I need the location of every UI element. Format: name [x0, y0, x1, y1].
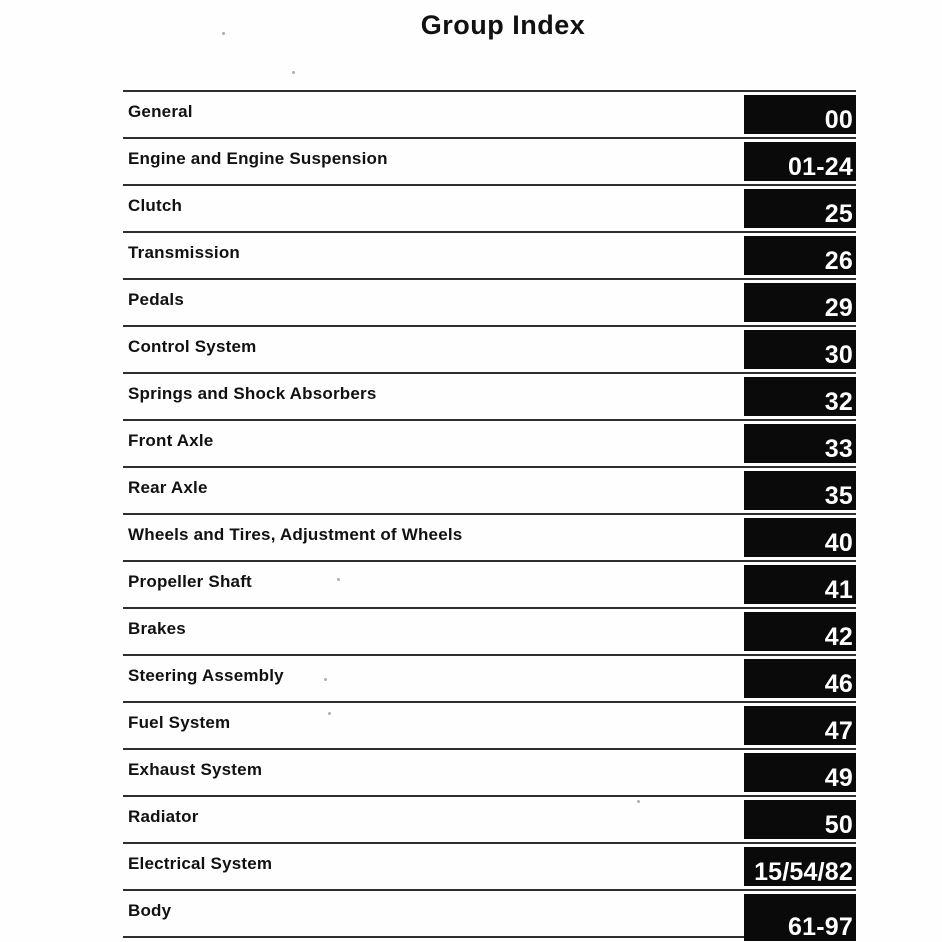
group-label: Front Axle: [128, 431, 214, 450]
group-code: 15/54/82: [754, 858, 853, 886]
index-row: [123, 325, 856, 372]
index-row: [123, 701, 856, 748]
group-code: 32: [824, 388, 853, 416]
group-code-box: [744, 518, 856, 557]
group-code-box: [744, 753, 856, 792]
index-row: [123, 137, 856, 184]
group-code: 33: [824, 435, 853, 463]
index-row: [123, 889, 856, 941]
group-label: Control System: [128, 337, 257, 356]
index-row: [123, 90, 856, 137]
group-code-box: [744, 659, 856, 698]
group-code-box: [744, 236, 856, 275]
index-row: [123, 372, 856, 419]
group-label: Body: [128, 901, 172, 920]
group-label: Steering Assembly: [128, 666, 284, 685]
scan-speck: [292, 71, 295, 74]
index-row: [123, 466, 856, 513]
group-code-box: [744, 706, 856, 745]
scan-speck: [337, 578, 340, 581]
group-code-box: [744, 95, 856, 134]
group-code: 61-97: [788, 913, 853, 941]
group-code: 00: [824, 106, 853, 134]
group-code: 30: [824, 341, 853, 369]
group-code-box: [744, 471, 856, 510]
index-row: [123, 607, 856, 654]
group-label: Exhaust System: [128, 760, 263, 779]
group-code: 47: [824, 717, 853, 745]
group-label: Wheels and Tires, Adjustment of Wheels: [128, 525, 463, 544]
group-code: 01-24: [788, 153, 853, 181]
group-code-box: [744, 894, 856, 941]
group-code-box: [744, 424, 856, 463]
group-code-box: [744, 330, 856, 369]
index-row: [123, 748, 856, 795]
group-code: 49: [824, 764, 853, 792]
index-row: [123, 184, 856, 231]
group-code: 26: [824, 247, 853, 275]
group-code: 29: [824, 294, 853, 322]
group-label: Engine and Engine Suspension: [128, 149, 388, 168]
index-row: [123, 231, 856, 278]
group-label: Clutch: [128, 196, 183, 215]
scan-speck: [324, 678, 327, 681]
group-label: Springs and Shock Absorbers: [128, 384, 377, 403]
group-code-box: [744, 283, 856, 322]
group-label: Pedals: [128, 290, 185, 309]
group-label: General: [128, 102, 193, 121]
index-row: [123, 560, 856, 607]
group-code: 40: [824, 529, 853, 557]
group-code: 25: [824, 200, 853, 228]
group-code: 50: [824, 811, 853, 839]
group-code: 41: [824, 576, 853, 604]
page-title: Group Index: [420, 10, 586, 40]
group-label: Fuel System: [128, 713, 231, 732]
group-code: 46: [824, 670, 853, 698]
group-index-table: [123, 90, 856, 941]
group-code-box: [744, 800, 856, 839]
index-row: [123, 513, 856, 560]
group-code-box: [744, 142, 856, 181]
group-label: Electrical System: [128, 854, 273, 873]
group-label: Transmission: [128, 243, 240, 262]
scan-speck: [328, 712, 331, 715]
group-code: 42: [824, 623, 853, 651]
index-row: [123, 419, 856, 466]
scan-speck: [637, 800, 640, 803]
group-label: Propeller Shaft: [128, 572, 252, 591]
group-code-box: [744, 565, 856, 604]
scan-speck: [222, 32, 225, 35]
group-label: Radiator: [128, 807, 199, 826]
index-row: [123, 278, 856, 325]
index-row: [123, 654, 856, 701]
group-label: Rear Axle: [128, 478, 208, 497]
group-code-box: [744, 377, 856, 416]
group-code-box: [744, 612, 856, 651]
index-row: [123, 795, 856, 842]
index-row: [123, 842, 856, 889]
group-label: Brakes: [128, 619, 186, 638]
group-code-box: [744, 189, 856, 228]
group-code: 35: [824, 482, 853, 510]
group-code-box: [744, 847, 856, 886]
